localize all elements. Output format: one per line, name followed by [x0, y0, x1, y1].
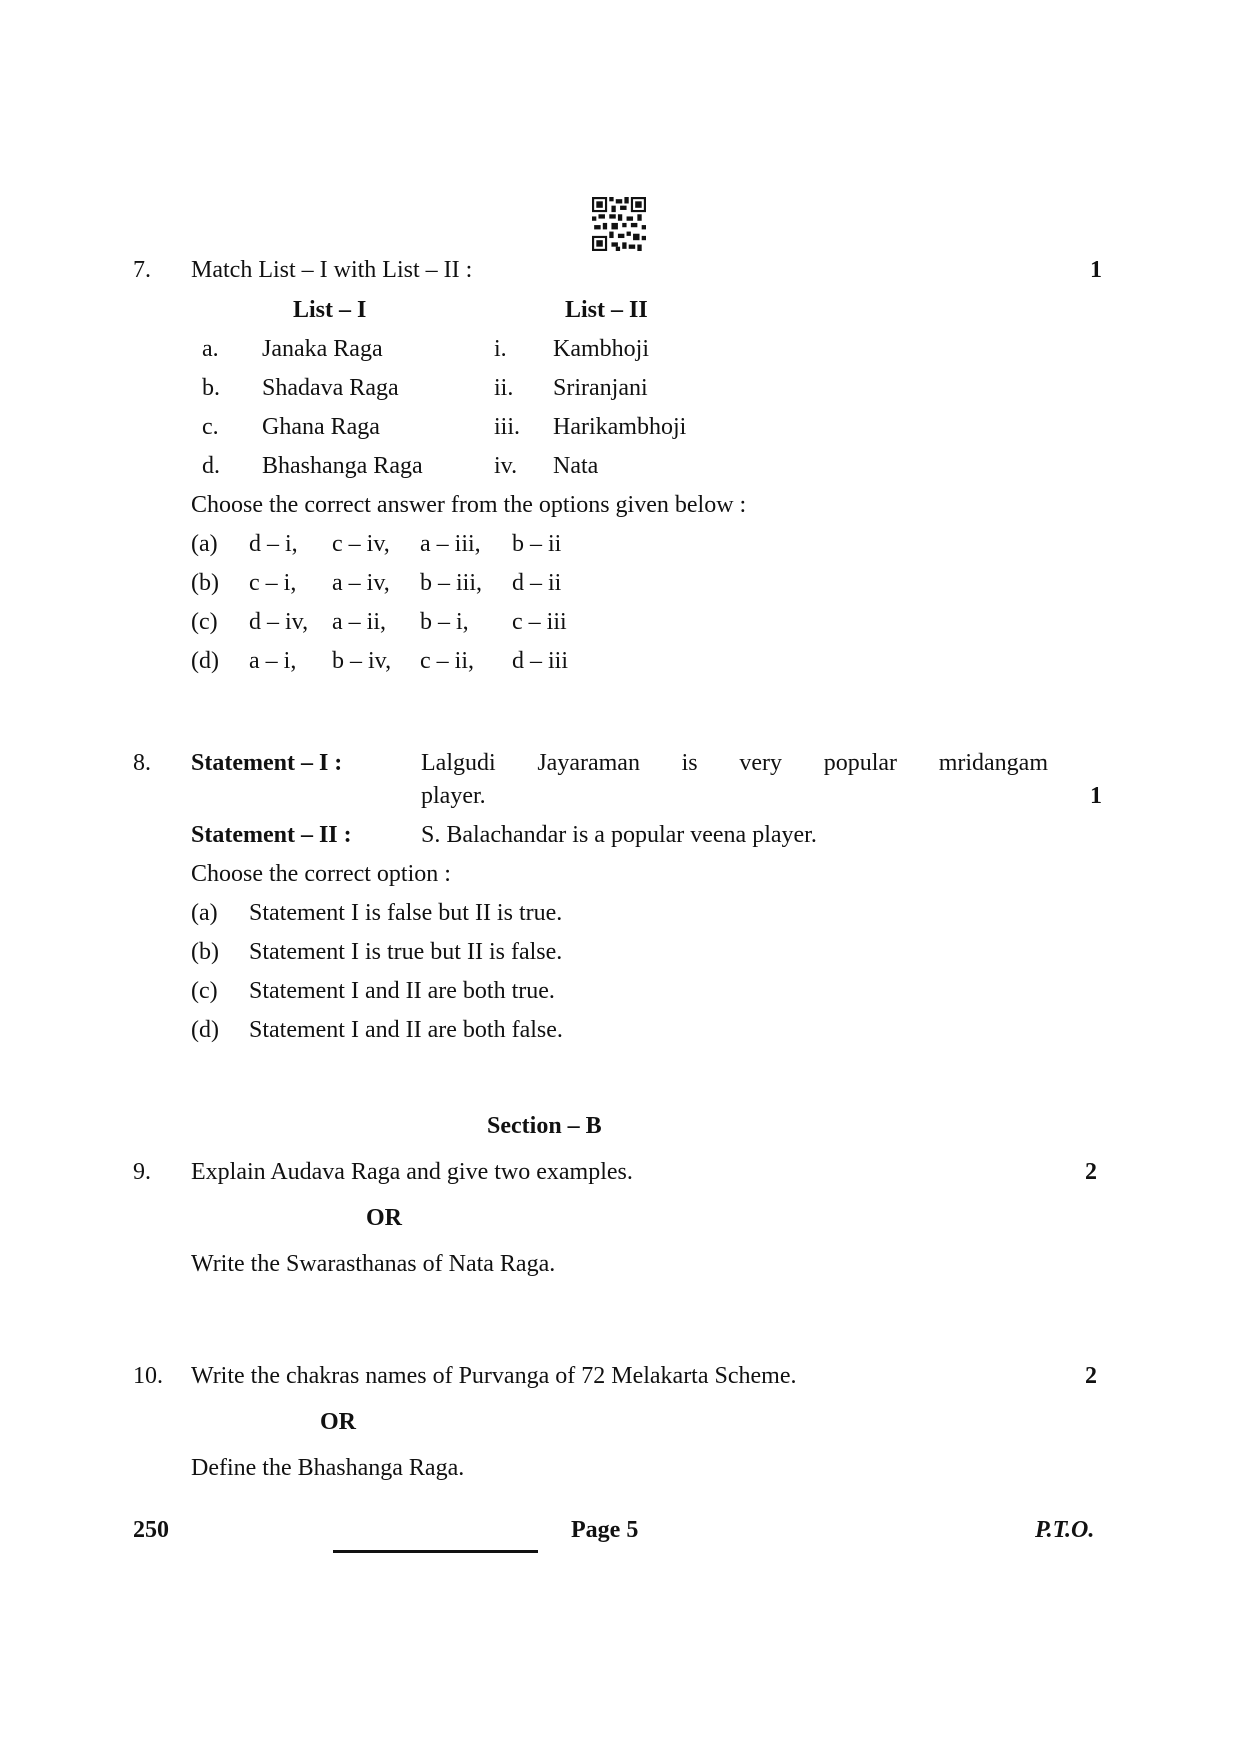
- footer-rule: [333, 1550, 538, 1553]
- q7-marks: 1: [1090, 257, 1102, 283]
- list1-item: Ghana Raga: [262, 414, 380, 440]
- statement-1-line: Lalgudi Jayaraman is very popular mridangam: [421, 750, 1048, 776]
- list1-header: List – I: [293, 297, 367, 323]
- q9-or: OR: [366, 1205, 402, 1231]
- option-text: Statement I and II are both true.: [249, 978, 555, 1004]
- list2-item: Kambhoji: [553, 336, 649, 362]
- option-label: (b): [191, 570, 219, 596]
- q10-alternative: Define the Bhashanga Raga.: [191, 1455, 465, 1481]
- option-label: (c): [191, 978, 218, 1004]
- list1-letter: c.: [202, 414, 219, 440]
- option-pair: c – i,: [249, 570, 297, 596]
- option-pair: a – iii,: [420, 531, 481, 557]
- q9-marks: 2: [1085, 1159, 1097, 1185]
- page-number: Page 5: [571, 1517, 639, 1543]
- list2-numeral: iii.: [494, 414, 521, 440]
- pto-label: P.T.O.: [1035, 1517, 1095, 1543]
- statement-2-label: Statement – II :: [191, 822, 352, 848]
- option-text: Statement I is true but II is false.: [249, 939, 563, 965]
- q10-or: OR: [320, 1409, 356, 1435]
- list1-letter: d.: [202, 453, 220, 479]
- q9-text: Explain Audava Raga and give two examples.: [191, 1159, 633, 1185]
- q7-instruction: Choose the correct answer from the options given below :: [191, 492, 747, 518]
- list2-numeral: iv.: [494, 453, 518, 479]
- option-pair: c – iv,: [332, 531, 390, 557]
- list2-item: Sriranjani: [553, 375, 648, 401]
- option-label: (d): [191, 648, 219, 674]
- q10-number: 10.: [133, 1363, 163, 1389]
- option-pair: d – iv,: [249, 609, 309, 635]
- option-pair: b – i,: [420, 609, 469, 635]
- list1-item: Bhashanga Raga: [262, 453, 423, 479]
- option-pair: a – iv,: [332, 570, 390, 596]
- list2-numeral: i.: [494, 336, 507, 362]
- option-pair: c – iii: [512, 609, 567, 635]
- q10-marks: 2: [1085, 1363, 1097, 1389]
- option-text: Statement I and II are both false.: [249, 1017, 563, 1043]
- option-pair: a – ii,: [332, 609, 386, 635]
- statement-1-label: Statement – I :: [191, 750, 343, 776]
- list1-item: Shadava Raga: [262, 375, 399, 401]
- option-text: Statement I is false but II is true.: [249, 900, 563, 926]
- option-pair: b – ii: [512, 531, 562, 557]
- q9-number: 9.: [133, 1159, 151, 1185]
- list1-letter: b.: [202, 375, 220, 401]
- option-pair: d – i,: [249, 531, 298, 557]
- option-pair: d – ii: [512, 570, 562, 596]
- option-pair: d – iii: [512, 648, 569, 674]
- q9-alternative: Write the Swarasthanas of Nata Raga.: [191, 1251, 556, 1277]
- q10-text: Write the chakras names of Purvanga of 72 Melakarta Scheme.: [191, 1363, 797, 1389]
- option-pair: c – ii,: [420, 648, 474, 674]
- list1-item: Janaka Raga: [262, 336, 383, 362]
- q7-prompt: Match List – I with List – II :: [191, 257, 473, 283]
- q8-marks: 1: [1090, 783, 1102, 809]
- option-label: (c): [191, 609, 218, 635]
- option-label: (b): [191, 939, 219, 965]
- option-label: (a): [191, 531, 218, 557]
- paper-code: 250: [133, 1517, 169, 1543]
- option-pair: b – iii,: [420, 570, 483, 596]
- q8-number: 8.: [133, 750, 151, 776]
- option-label: (d): [191, 1017, 219, 1043]
- q7-number: 7.: [133, 257, 151, 283]
- qr-code: [592, 197, 646, 251]
- statement-2-text: S. Balachandar is a popular veena player.: [421, 822, 817, 848]
- list2-header: List – II: [565, 297, 648, 323]
- list2-item: Harikambhoji: [553, 414, 687, 440]
- q8-instruction: Choose the correct option :: [191, 861, 451, 887]
- list2-item: Nata: [553, 453, 599, 479]
- option-label: (a): [191, 900, 218, 926]
- section-heading: Section – B: [487, 1113, 602, 1139]
- list2-numeral: ii.: [494, 375, 514, 401]
- option-pair: a – i,: [249, 648, 297, 674]
- statement-1-line2: player.: [421, 783, 486, 809]
- option-pair: b – iv,: [332, 648, 392, 674]
- list1-letter: a.: [202, 336, 219, 362]
